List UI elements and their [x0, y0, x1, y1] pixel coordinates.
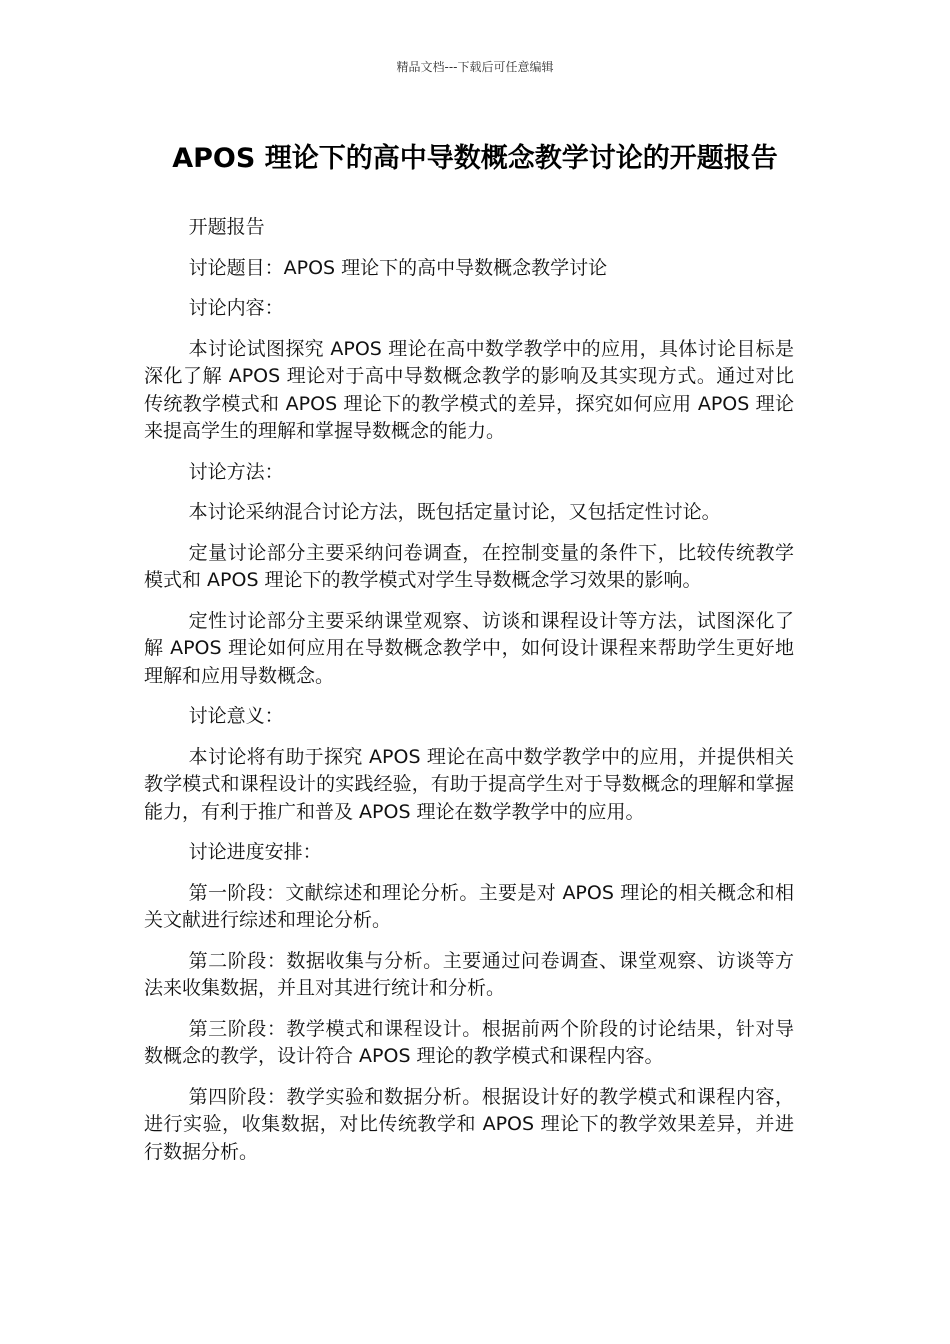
page-header: 精品文档---下载后可任意编辑 [396, 60, 554, 74]
paragraph-report-label: 开题报告 [188, 216, 265, 238]
document-title: APOS 理论下的高中导数概念教学讨论的开题报告 [172, 143, 778, 174]
paragraph-significance: 本讨论将有助于探究 APOS 理论在高中数学教学中的应用，并提供相关教学模式和课程设计的实践经验，有助于提高学生对于导数概念的理解和掌握能力，有利于推广和普及 APOS 理论在数学教学中的应用。 [144, 745, 794, 823]
section-heading-schedule: 讨论进度安排： [188, 841, 322, 863]
paragraph-phase-2: 第二阶段：数据收集与分析。主要通过问卷调查、课堂观察、访谈等方法来收集数据，并且对其进行统计和分析。 [144, 949, 794, 999]
paragraph-phase-4: 第四阶段：教学实验和数据分析。根据设计好的教学模式和课程内容，进行实验，收集数据，对比传统教学和 APOS 理论下的教学效果差异，并进行数据分析。 [144, 1085, 794, 1163]
paragraph-phase-1: 第一阶段：文献综述和理论分析。主要是对 APOS 理论的相关概念和相关文献进行综述和理论分析。 [144, 881, 794, 931]
paragraph-topic: 讨论题目：APOS 理论下的高中导数概念教学讨论 [188, 256, 608, 279]
section-heading-method: 讨论方法： [188, 460, 284, 483]
section-heading-significance: 讨论意义： [188, 705, 284, 727]
section-heading-content: 讨论内容： [188, 297, 284, 319]
paragraph-content: 本讨论试图探究 APOS 理论在高中数学教学中的应用，具体讨论目标是深化了解 APOS 理论对于高中导数概念教学的影响及其实现方式。通过对比传统教学模式和 APOS 理论下的教学模式的差异，探究如何应用 APOS 理论来提高学生的理解和掌握导数概念的能力。 [144, 337, 794, 442]
paragraph-method-qualitative: 定性讨论部分主要采纳课堂观察、访谈和课程设计等方法，试图深化了解 APOS 理论如何应用在导数概念教学中，如何设计课程来帮助学生更好地理解和应用导数概念。 [144, 609, 794, 687]
document-body [144, 214, 794, 1179]
paragraph-method-overview: 本讨论采纳混合讨论方法，既包括定量讨论，又包括定性讨论。 [188, 501, 721, 523]
paragraph-phase-3: 第三阶段：教学模式和课程设计。根据前两个阶段的讨论结果，针对导数概念的教学，设计符合 APOS 理论的教学模式和课程内容。 [144, 1017, 794, 1067]
paragraph-method-quantitative: 定量讨论部分主要采纳问卷调查，在控制变量的条件下，比较传统教学模式和 APOS 理论下的教学模式对学生导数概念学习效果的影响。 [144, 541, 794, 591]
